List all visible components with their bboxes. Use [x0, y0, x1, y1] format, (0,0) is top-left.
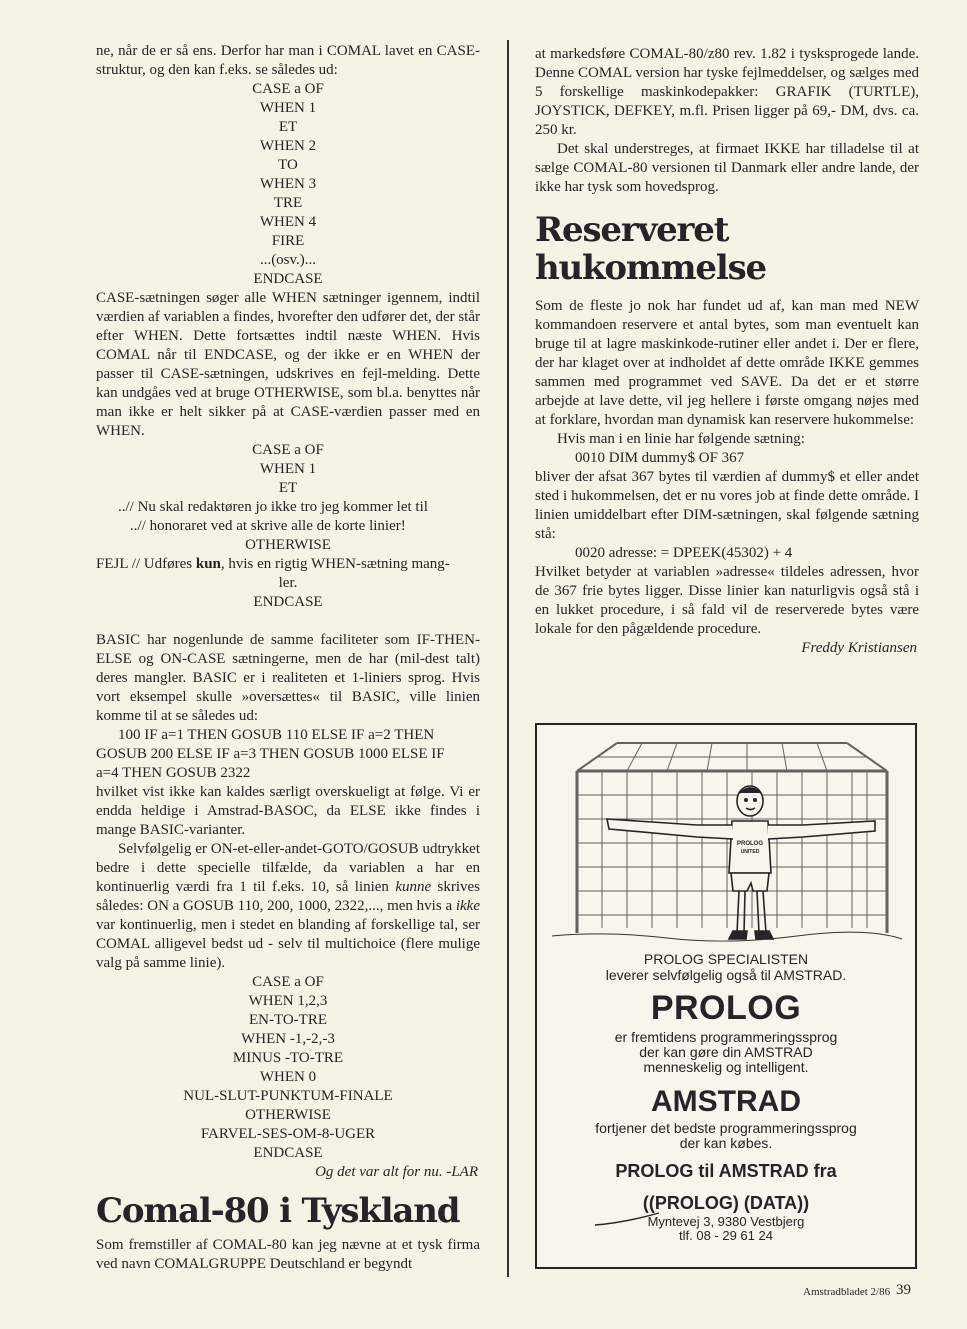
column-divider — [507, 40, 509, 1277]
article-paragraph: Det skal understreges, at firmaet IKKE har tilladelse til at sælge COMAL-80 versionen til Danmark eller andre lande, der ikke har tysk som hovedsprog. — [535, 141, 919, 195]
article-paragraph: at markedsføre COMAL-80/z80 rev. 1.82 i tysksprogede lande. Denne COMAL version har tyske fejlmeddelser, og sælges med 5 forskellige maskinkodepakker: GRAFIK (TURTLE), JOYSTICK, DEFKEY, m.fl. Prisen ligger på 69,- DM, dvs. ca. 250 kr. — [535, 46, 919, 138]
article-paragraph: BASIC har nogenlunde de samme faciliteter som IF-THEN-ELSE og ON-CASE sætningerne, men de har (mil-dest talt) deres mangler. BASIC er i realiteten et 1-liniers sprog. Hvis vort eksempel skulle »oversættes« til BASIC, ville linien komme til at se således ud: — [96, 632, 480, 724]
code-line: FARVEL-SES-OM-8-UGER — [200, 1126, 376, 1142]
ad-line: PROLOG SPECIALISTEN — [643, 951, 809, 967]
code-line: WHEN 1 — [259, 100, 317, 116]
shirt-text: UNITED — [740, 849, 760, 855]
goalkeeper-illustration — [547, 733, 907, 951]
basic-code-line: a=4 THEN GOSUB 2322 — [96, 765, 251, 781]
code-line: WHEN 0 — [259, 1069, 317, 1085]
code-line: CASE a OF — [252, 81, 324, 97]
author-signature: Freddy Kristiansen — [801, 640, 917, 656]
ad-line: fortjener det bedste programmeringssprog — [595, 1120, 857, 1136]
code-line: WHEN 2 — [259, 138, 317, 154]
code-line: ENDCASE — [253, 271, 323, 287]
code-line: ler. — [278, 575, 298, 591]
page-number: 39 — [896, 1282, 911, 1298]
ad-brand-amstrad: AMSTRAD — [651, 1085, 801, 1118]
code-line: TRE — [273, 195, 303, 211]
code-line: NUL-SLUT-PUNKTUM-FINALE — [183, 1088, 393, 1104]
article-paragraph: ne, når de er så ens. Derfor har man i COMAL lavet en CASE-struktur, og den kan f.eks. se således ud: — [96, 43, 480, 78]
code-line: ET — [278, 480, 298, 496]
fejl-text: , hvis en rigtig WHEN-sætning mang- — [220, 556, 450, 572]
code-line: OTHERWISE — [245, 1107, 331, 1123]
section-heading: Reserveret — [535, 210, 729, 250]
author-signoff: Og det var alt for nu. -LAR — [315, 1164, 478, 1180]
code-line: ENDCASE — [253, 1145, 323, 1161]
code-line: EN-TO-TRE — [248, 1012, 328, 1028]
code-line: MINUS -TO-TRE — [232, 1050, 344, 1066]
ad-line: er fremtidens programmeringssprog — [614, 1029, 838, 1045]
fejl-bold: kun — [195, 556, 221, 572]
code-line: TO — [278, 157, 298, 173]
basic-code-line: GOSUB 200 ELSE IF a=3 THEN GOSUB 1000 ELSE IF — [96, 746, 445, 762]
prolog-advertisement — [535, 723, 917, 1269]
code-line-fejl — [96, 555, 480, 574]
article-paragraph: bliver der afsat 367 bytes til værdien af dummy$ et eller andet sted i hukommelsen, det er nu vores job at finde dette område. I linien umiddelbart efter DIM-sætningen, skal følgende sætning stå: — [535, 469, 919, 542]
section-heading: Comal-80 i Tyskland — [96, 1191, 460, 1231]
article-paragraph: Hvis man i en linie har følgende sætning: — [557, 431, 805, 447]
fejl-text: FEJL // Udføres — [96, 556, 196, 572]
ad-line: menneskelig og intelligent. — [643, 1059, 809, 1075]
code-line: ET — [278, 119, 298, 135]
article-paragraph: CASE-sætningen søger alle WHEN sætninger igennem, indtil værdien af variablen a findes, hvorefter den udfører det, der står efter WHEN. Dette fortsættes indtil næste WHEN. Hvis COMAL når til ENDCASE, og der ikke er en WHEN der passer til CASE-sætningen, udskrives en fejl-melding. Dette kan undgåes ved at bruge OTHERWISE, som bl.a. benyttes når man ikke er helt sikker på at CASE-værdien passer med en WHEN. — [96, 290, 481, 439]
footer-publication: Amstradbladet 2/86 — [803, 1286, 891, 1298]
article-paragraph: Hvilket betyder at variablen »adresse« tildeles adressen, hvor de 367 frie bytes ligger. Disse linier kan naturligvis også stå i en lukket procedure, i så fald vil de reserverede bytes være lokale for den pågældende procedure. — [535, 564, 919, 637]
code-line: OTHERWISE — [245, 537, 331, 553]
basic-code-line: 100 IF a=1 THEN GOSUB 110 ELSE IF a=2 THEN — [118, 727, 435, 743]
code-line: 0010 DIM dummy$ OF 367 — [575, 450, 745, 466]
code-line: WHEN -1,-2,-3 — [241, 1031, 335, 1047]
code-line: FIRE — [271, 233, 305, 249]
code-line: ...(osv.)... — [259, 252, 317, 268]
code-line: WHEN 4 — [259, 214, 317, 230]
ad-phone: tlf. 08 - 29 61 24 — [679, 1228, 773, 1243]
code-line: ENDCASE — [253, 594, 323, 610]
code-line: WHEN 3 — [259, 176, 317, 192]
code-line: WHEN 1,2,3 — [248, 993, 328, 1009]
section-heading: hukommelse — [535, 248, 766, 288]
ad-brand-prolog: PROLOG — [650, 989, 802, 1027]
ad-line: der kan købes. — [679, 1135, 773, 1151]
article-paragraph: hvilket vist ikke kan kaldes særligt overskueligt at følge. Vi er endda heldige i Amstrad-BASOC, da ELSE ikke findes i mange BASIC-varianter. — [96, 784, 480, 838]
right-column — [535, 45, 919, 658]
case-example-1 — [96, 80, 480, 289]
code-line: WHEN 1 — [259, 461, 317, 477]
ad-company-name: ((PROLOG) (DATA)) — [642, 1193, 810, 1213]
ad-tagline: PROLOG til AMSTRAD fra — [615, 1161, 837, 1181]
left-column — [96, 42, 480, 1274]
code-comment: ..// honoraret ved at skrive alle de korte linier! — [130, 518, 406, 534]
ad-address: Myntevej 3, 9380 Vestbjerg — [647, 1214, 805, 1229]
article-paragraph: Som fremstiller af COMAL-80 kan jeg nævne at et tysk firma ved navn COMALGRUPPE Deutschland er begyndt — [96, 1237, 480, 1272]
code-line: 0020 adresse: = DPEEK(45302) + 4 — [575, 545, 793, 561]
shirt-text: PROLOG — [736, 841, 764, 847]
case-example-3 — [96, 973, 480, 1163]
ad-line: der kan gøre din AMSTRAD — [639, 1044, 813, 1060]
article-paragraph: Som de fleste jo nok har fundet ud af, kan man med NEW kommandoen reservere et antal bytes, som man eventuelt kan bruge til at lagre maskinkode-rutiner eller andet i. Der er flere, der har klaget over at indholdet af dette område IKKE gemmes sammen med programmet ved SAVE. Da det er et større arbejde at lave dette, vil jeg hellere i første omgang nøjes med at forklare, hvordan man dynamisk kan reservere hukommelse: — [535, 298, 919, 428]
code-line: CASE a OF — [252, 442, 324, 458]
code-comment: ..// Nu skal redaktøren jo ikke tro jeg kommer let til — [118, 499, 428, 515]
ad-line: leverer selvfølgelig også til AMSTRAD. — [605, 967, 847, 983]
code-line: CASE a OF — [252, 974, 324, 990]
case-example-2 — [96, 441, 480, 612]
article-paragraph: Selvfølgelig er ON-et-eller-andet-GOTO/GOSUB udtrykket bedre i dette specielle tilfælde, da variablen a har en kontinuerlig værdi fra 1 til f.eks. 10, så linien kunne skrives således: ON a GOSUB 110, 200, 1000, 2322,..., men hvis a ikke var kontinuerlig, men i stedet en blanding af forskellige tal, ser COMAL alligevel bedst ud - selv til multichoice (flere mulige valg på samme linie). — [96, 841, 480, 971]
